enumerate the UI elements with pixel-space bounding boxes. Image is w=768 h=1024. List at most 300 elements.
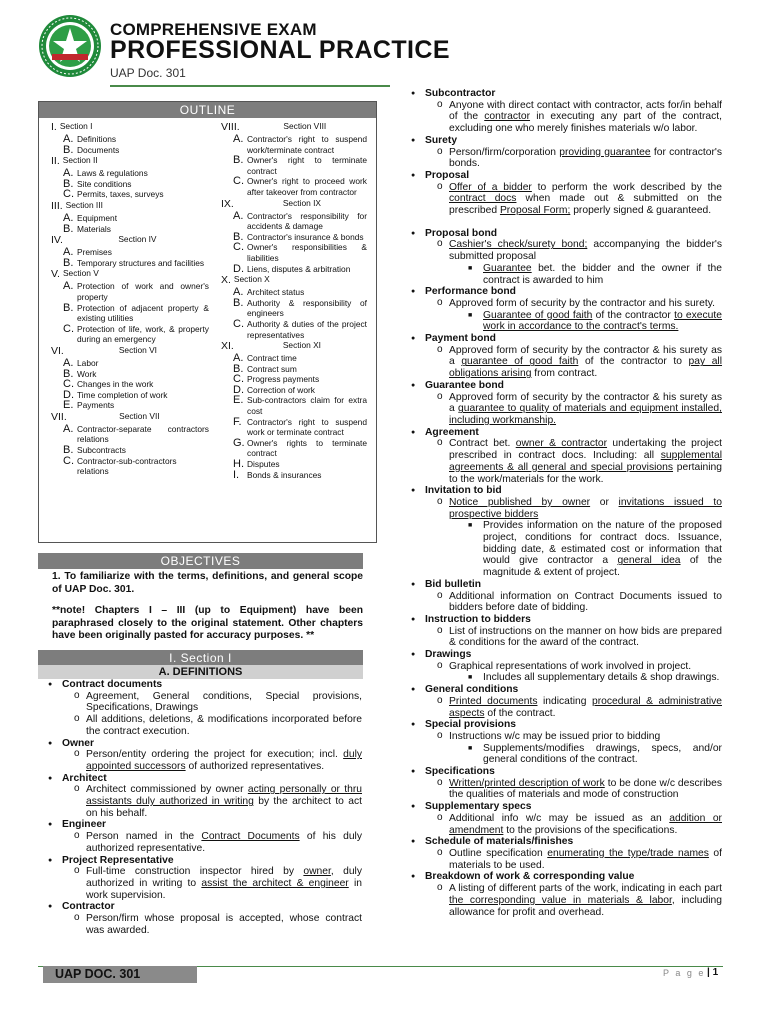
text-run: Full-time construction inspector hired by [86,866,304,878]
outline-section-number: IV. [51,234,63,247]
definition-text [411,883,722,918]
underlined-phrase: invitations issued to prospective bidders [449,496,722,520]
outline-item-letter: B. [63,143,74,156]
text-run: of the contract. [484,707,556,719]
definition-term [411,766,722,778]
text-run: List of instructions on the manner on how bids are prepared & conditions for the award of the contract. [449,625,722,649]
outline-item [221,459,367,470]
definition-term [411,485,722,497]
outline-item-text: Protection of work and owner's property [77,281,209,302]
outline-item-letter: C. [63,378,74,391]
definition-text [411,182,722,217]
outline-column-2 [221,121,367,480]
text-run: Person/firm whose proposal is accepted, whose contract was awarded. [86,913,362,936]
outline-item-letter: A. [63,246,74,259]
outline-item-text: Contractor's insurance & bonds [247,231,364,242]
underlined-phrase: addition or amendment [449,812,722,836]
text-run: Bid bulletin [425,578,482,590]
text-run: of the magnitude & extent of project. [483,555,723,579]
section-heading: I. Section I [38,650,363,666]
outline-section-label: Section I [59,121,93,131]
definitions-list-left [48,679,362,936]
outline-section-label: Section XI [282,340,322,351]
outline-item [51,424,209,445]
definition-term [48,679,362,691]
text-run: General conditions [425,684,519,696]
outline-item-text: Authority & duties of the project representatives [247,318,367,340]
outline-item-letter: E. [233,394,244,407]
outline-section [51,411,209,424]
outline-item-text: Contractor's responsibility for accidents & damage [247,210,367,232]
outline-item [51,179,209,190]
outline-item-text: Changes in the work [77,379,154,390]
outline-item-text: Equipment [77,212,118,223]
underlined-phrase: guarantee of good faith [461,356,579,368]
outline-item-text: Owner's right to terminate contract [247,155,367,176]
outline-item [51,224,209,235]
outline-item [51,213,209,224]
text-run: Engineer [62,819,107,831]
outline-section-label: Section VII [119,410,160,421]
outline-item-text: Architect status [247,287,305,298]
outline-section [51,200,209,213]
definition-subpoint [411,310,722,333]
outline-item-text: Contract time [247,353,297,364]
outline-item [51,369,209,380]
definition-term [411,614,722,626]
definition-term [411,649,722,661]
outline-item [51,145,209,156]
outline-item [51,390,209,401]
outline-item-text: Work [77,368,97,379]
outline-item-letter: C. [233,175,244,188]
text-run: Owner [62,737,95,749]
underlined-phrase: duly appointed successors [86,749,362,772]
text-run: of his duly authorized representative. [86,831,362,854]
text-run: of the contractor [592,309,675,321]
definition-subpoint [411,263,722,286]
outline-item [51,324,209,345]
definition-subpoint [411,743,722,766]
outline-item-letter: D. [233,383,244,396]
outline-section [51,268,209,281]
text-run: Graphical representations of work involved in project. [449,660,692,672]
underlined-phrase: Printed documents [449,695,538,707]
underlined-phrase: Written/printed description of work [449,777,605,789]
university-seal-logo [38,14,102,78]
text-run: undertaking the project prescribed in contract docs. Including: all [449,438,723,462]
text-run: Contractor [62,901,115,913]
text-run: Instructions w/c may be issued prior to bidding [449,730,661,742]
text-run: Guarantee bond [425,379,504,391]
outline-item-text: Subcontracts [77,445,126,456]
outline-item-letter: A. [233,133,244,145]
definition-term [411,228,722,240]
definition-term [411,871,722,883]
definition-term [411,836,722,848]
underlined-phrase: contract docs [449,193,517,205]
text-run: Agreement [425,426,479,438]
outline-item-letter: B. [233,230,244,243]
outline-item [51,445,209,456]
definition-text [411,345,722,380]
outline-section-number: XI. [221,340,234,353]
outline-item-text: Owner's right to proceed work after takeover from contractor [247,176,367,197]
underlined-phrase: enumerating the type/trade names [547,848,709,859]
outline-section-number: I. [51,121,57,133]
outline-item-letter: B. [63,222,74,235]
text-run: pertaining to the work/materials for the work. [449,461,722,485]
page-title: PROFESSIONAL PRACTICE [110,36,450,64]
outline-item [221,298,367,319]
text-run: Proposal [425,169,470,181]
underlined-phrase: supplemental agreements & all general and special provisions [449,450,722,473]
underlined-phrase: Guarantee [483,262,532,274]
outline-item [221,470,367,481]
text-run: in work supervision. [86,877,362,901]
underlined-phrase: guarantee to quality of materials and equipment installed, including workmanship. [449,403,722,426]
outline-item-text: Contractor-separate contractors relations [77,423,209,445]
outline-item-text: Progress payments [247,374,320,385]
outline-item-text: Authority & responsibility of engineers [247,297,367,319]
outline-item-text: Owner's rights to terminate contract [247,437,367,459]
definition-text [48,784,362,819]
text-run: Outline specification [449,848,548,859]
outline-item [221,242,367,263]
outline-item [221,211,367,232]
outline-item-letter: B. [63,177,74,190]
definition-text [411,813,722,836]
text-run: Breakdown of work & corresponding value [425,871,635,883]
definitions-list-right [411,88,722,918]
text-run: Proposal bond [425,227,498,239]
outline-item [51,358,209,369]
text-run: Specifications [425,766,495,778]
footer-doc-label: UAP DOC. 301 [43,966,197,983]
underlined-phrase: pay all obligations arising [449,356,723,380]
outline-section-number: IX. [221,197,234,210]
outline-item [221,155,367,176]
underlined-phrase: owner & contractor [515,438,608,450]
outline-section [221,198,367,211]
outline-item [51,134,209,145]
text-run: Surety [425,134,458,146]
section-subheading: A. DEFINITIONS [38,665,363,679]
definition-term [411,135,722,147]
text-run: indicating [537,695,592,707]
outline-item [51,247,209,258]
outline-item-letter: A. [233,209,244,222]
outline-section-label: Section VIII [283,121,327,131]
text-run: Approved form of security by the contractor & his surety as a [449,391,722,415]
outline-item-text: Definitions [77,134,117,144]
definition-text [48,831,362,854]
outline-item-letter: A. [63,280,74,293]
outline-item [51,281,209,302]
outline-item-text: Protection of adjacent property & existing utilities [77,302,209,324]
text-run: Agreement, General conditions, Special provisions, Specifications, Drawings [86,690,362,714]
underlined-phrase: Proposal Form; [499,205,571,217]
outline-item-letter: A. [233,286,244,299]
definition-text [411,848,722,871]
definition-term [48,901,362,913]
outline-item-text: Documents [77,144,120,155]
outline-item-letter: A. [233,352,244,365]
outline-item-text: Temporary structures and facilities [77,257,205,268]
outline-item-text: Site conditions [77,178,132,189]
outline-section [51,121,209,134]
underlined-phrase: procedural & administrative aspects [449,695,722,719]
outline-item [221,417,367,438]
text-run: Schedule of materials/finishes [425,836,574,848]
definition-term [411,684,722,696]
definition-text [411,661,722,673]
outline-item-text: Owner's responsibilities & liabilities [247,242,367,263]
underlined-phrase: Cashier's check/surety bond; [449,239,588,251]
outline-item-text: Payments [77,400,115,411]
outline-item-letter: B. [63,367,74,380]
text-run: Contract bet. [449,438,516,450]
definition-text [48,691,362,714]
text-run: of authorized representatives. [185,760,325,772]
definition-term [411,170,722,182]
outline-item-text: Laws & regulations [77,168,148,179]
underlined-phrase: Contract Documents [201,831,300,843]
definition-text [411,298,722,310]
outline-item-letter: A. [63,422,74,435]
outline-section-label: Section IX [282,197,322,208]
definition-text [48,866,362,901]
text-run: bet. the bidder and the owner if the contract is awarded to him [483,262,722,286]
outline-item [221,134,367,155]
outline-item-letter: B. [233,154,244,167]
outline-item-text: Contractor-sub-contractors relations [77,455,177,477]
outline-item-text: Premises [77,247,112,258]
definition-term [411,579,722,591]
outline-item [221,176,367,197]
outline-item-text: Contractor's right to suspend work/terminate contract [247,134,367,155]
outline-item-letter: C. [63,322,74,335]
definition-subpoint [411,672,722,684]
text-run: A listing of different parts of the work, indicating in each part [449,883,722,895]
outline-title: OUTLINE [39,102,376,118]
text-run: Person/entity ordering the project for execution; incl. [86,749,344,761]
definition-text [411,239,722,262]
page-label: P a g e [663,968,706,978]
objectives-body [38,571,363,643]
text-run: Payment bond [425,333,496,345]
text-run: , duly authorized in writing to [86,866,362,889]
text-run: Special provisions [425,719,516,731]
text-run: Subcontractor [425,88,496,99]
underlined-phrase: acting personally or thru assistants duly authorized in writing [86,784,362,808]
outline-item-letter: A. [63,356,74,369]
underlined-phrase: the corresponding value in materials & labor [449,894,672,906]
underlined-phrase: general idea [617,555,681,567]
outline-section-number: VI. [51,344,64,357]
text-run: of the contractor to [578,356,689,368]
outline-item-letter: E. [63,399,74,412]
outline-item [51,456,209,477]
objective-item: 1. To familiarize with the terms, definitions, and general scope of UAP Doc. 301. [52,571,363,595]
outline-section-label: Section III [65,199,103,210]
text-run: Supplements/modifies drawings, specs, and/or general conditions of the contract. [483,742,722,766]
outline-item-text: Liens, disputes & arbitration [247,263,351,274]
text-run: Drawings [425,649,472,661]
outline-item-text: Sub-contractors claim for extra cost [247,395,367,417]
outline-item [51,400,209,411]
outline-item-letter: B. [63,301,74,314]
outline-item-text: Materials [77,223,111,234]
definition-text [411,100,722,135]
outline-item-letter: B. [63,444,74,457]
header-divider [110,85,390,87]
underlined-phrase: Notice published by owner [449,496,591,508]
definition-subpoint [411,520,722,579]
definition-text [411,392,722,427]
definition-term [411,88,722,100]
text-run: Architect [62,772,107,784]
outline-section [51,345,209,358]
definition-text [411,497,722,520]
underlined-phrase: assist the architect & engineer [201,877,349,889]
definition-term [48,819,362,831]
underlined-phrase: providing guarantee [559,146,651,158]
outline-item-letter: B. [233,362,244,375]
outline-item [221,319,367,340]
outline-item-text: Disputes [247,459,280,470]
text-run: to be done w/c describes the qualities of materials and mode of construction [449,777,722,801]
outline-item-letter: A. [63,167,74,180]
outline-item-letter: C. [63,454,74,467]
underlined-phrase: to execute work in accordance to the contract's terms. [483,309,722,333]
text-run: to the provisions of the specifications. [503,824,678,836]
definition-text [411,147,722,170]
text-run: Includes all supplementary details & shop drawings. [483,672,720,684]
note-text: **note! Chapters I – III (up to Equipment) have been paraphrased closely to the original statement. Other chapters have been originally pasted for accuracy purposes. ** [52,605,363,641]
outline-item-letter: C. [233,373,244,386]
outline-item-letter: I. [233,468,240,481]
text-run: Project Representative [62,854,174,866]
text-run: Contract documents [62,679,163,690]
underlined-phrase: Offer of a bidder [449,181,532,193]
outline-section-label: Section II [62,155,98,166]
definition-text [411,778,722,801]
definition-term [411,427,722,439]
text-run: Supplementary specs [425,801,532,813]
definition-text [411,626,722,649]
outline-section-label: Section IV [118,234,157,245]
definition-term [411,719,722,731]
text-run: or [590,496,619,508]
definition-term [48,773,362,785]
definition-text [411,696,722,719]
outline-item-letter: D. [233,262,244,275]
definition-text [48,913,362,936]
text-run: Person/firm/corporation [449,146,560,158]
outline-item [221,264,367,275]
text-run: Invitation to bid [425,485,502,497]
outline-item [51,379,209,390]
definition-text [48,714,362,737]
outline-item [51,258,209,269]
outline-item-text: Protection of life, work, & property during an emergency [77,323,209,345]
text-run: Additional information on Contract Documents issued to bidders before date of bidding. [449,590,722,614]
outline-section-number: VII. [51,410,67,423]
outline-column-1 [51,121,209,477]
outline-item-letter: B. [233,296,244,309]
outline-section [51,155,209,168]
document-code: UAP Doc. 301 [110,66,186,80]
objectives-heading: OBJECTIVES [38,553,363,569]
definition-text [48,749,362,772]
outline-item-text: Time completion of work [77,389,168,400]
definition-term [411,286,722,298]
text-run: accompanying the bidder's submitted proposal [449,239,723,263]
underlined-phrase: Guarantee of good faith [483,309,593,321]
text-run: for contractor's bonds. [449,146,722,170]
outline-item-letter: A. [63,211,74,224]
definition-text [411,438,722,485]
definition-term [48,738,362,750]
text-run: to perform the work described by the [531,181,722,193]
underlined-phrase: owner [303,866,331,878]
outline-section-label: Section V [62,268,99,279]
text-run: by the architect to act on his behalf. [86,796,362,819]
text-run: Approved form of security by the contractor and his surety. [449,297,715,309]
text-run: Additional info w/c may be issued as an [449,812,670,824]
text-run: Architect commissioned by owner [86,784,248,796]
outline-section-number: V. [51,268,60,281]
definition-text [411,591,722,614]
outline-item-text: Correction of work [247,384,315,395]
outline-section-number: III. [51,199,63,212]
text-run: Approved form of security by the contractor & his surety as a [449,344,722,368]
outline-section-number: VIII. [221,121,240,133]
definition-term [48,855,362,867]
outline-item [221,395,367,416]
text-run: when made out & submitted on the prescribed [449,193,722,217]
outline-item-text: Labor [77,357,99,368]
outline-item [51,189,209,200]
outline-box [38,101,377,543]
page-number: | 1 [707,967,719,978]
definition-term [411,333,722,345]
outline-item [51,303,209,324]
outline-section-number: II. [51,155,60,168]
outline-item-letter: H. [233,458,244,471]
outline-item-letter: C. [233,241,244,254]
outline-item-text: Permits, taxes, surveys [77,189,164,200]
outline-item-letter: C. [63,188,74,201]
outline-item-letter: F. [233,415,242,428]
text-run: Instruction to bidders [425,613,531,625]
outline-item-letter: D. [63,388,74,401]
outline-section-number: X. [221,274,231,287]
outline-item-letter: A. [63,133,74,145]
exam-label: COMPREHENSIVE EXAM [110,20,317,39]
text-run: , including allowance for profit and overhead. [449,894,722,918]
text-run: from contract. [531,368,598,380]
text-run: Performance bond [425,286,516,298]
outline-item-letter: C. [233,317,244,330]
text-run: All additions, deletions, & modifications incorporated before the contract execution. [86,714,362,737]
outline-item-text: Contract sum [247,363,297,374]
outline-item-letter: G. [233,436,245,449]
text-run: of materials to be used. [449,848,723,871]
outline-section-label: Section X [233,274,270,285]
text-run: in executing any part of the contract, excluding one who merely finishes materials w/o labor. [449,111,722,135]
